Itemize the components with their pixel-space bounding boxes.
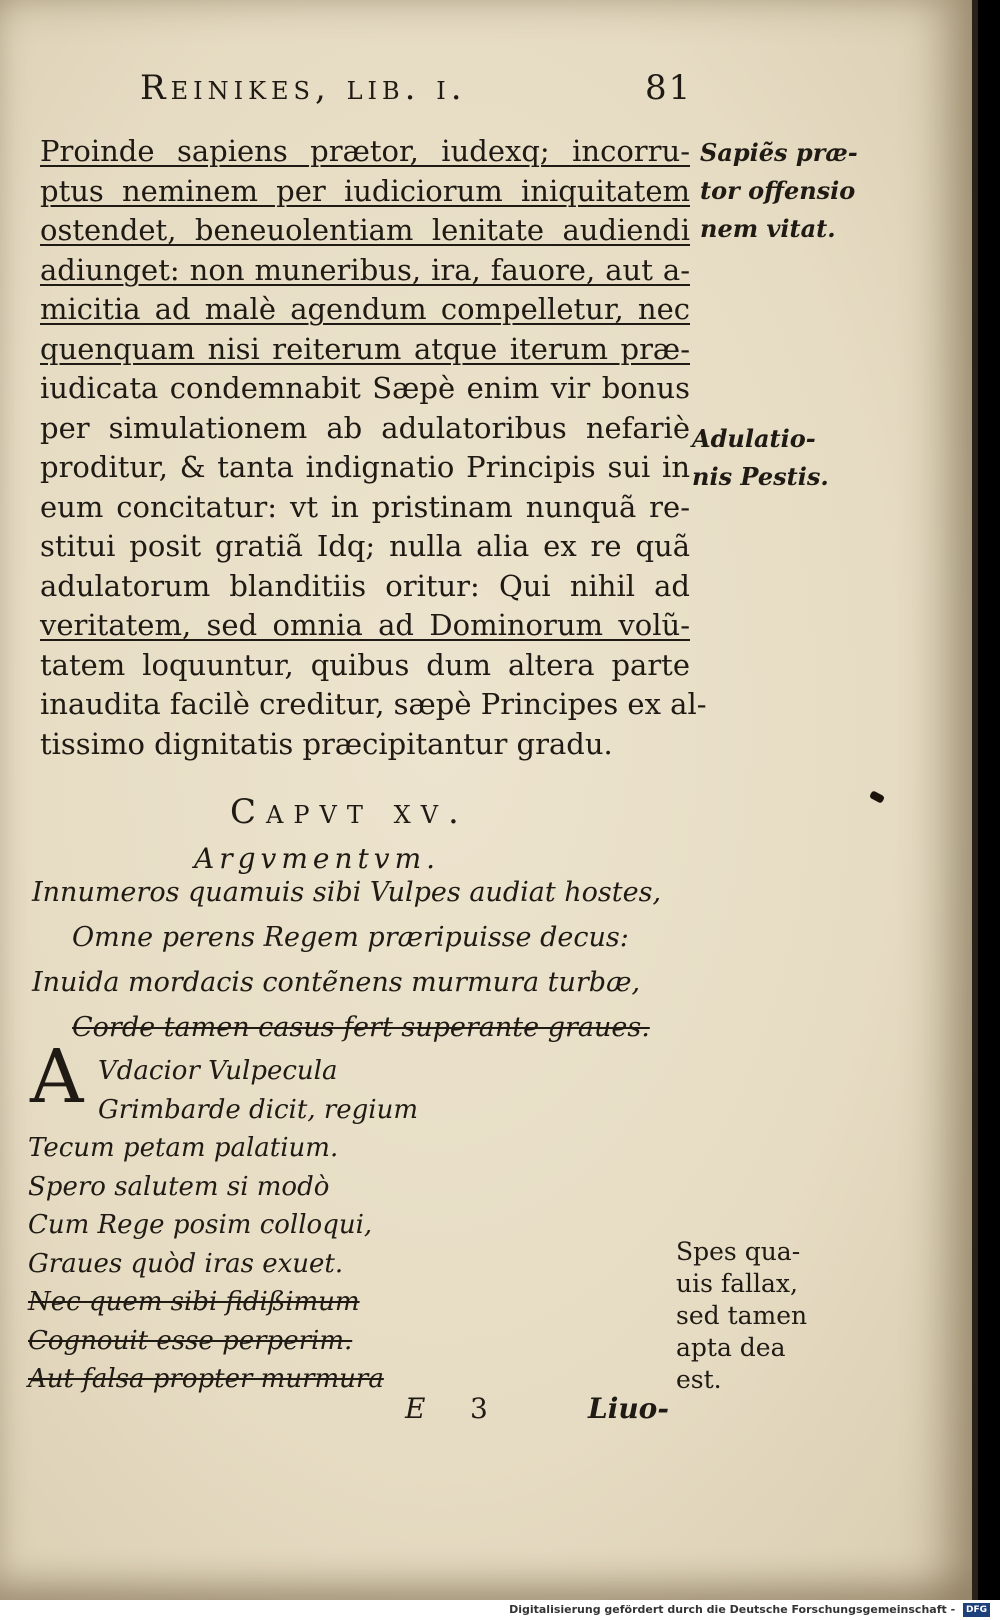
text-line: ptus neminem per iudiciorum iniquitatem — [40, 173, 690, 208]
verse-line: Corde tamen casus fert superante graues. — [72, 1012, 650, 1043]
margin-note-line: nem vitat. — [700, 214, 836, 243]
argument-verse — [32, 870, 661, 1050]
text-line: proditur, & tanta indignatio Principis sui in — [40, 450, 690, 484]
margin-note-line: nis Pestis. — [692, 462, 829, 491]
verse-line: Omne perens Regem præripuisse decus: — [72, 922, 629, 953]
poem-text — [28, 1052, 418, 1399]
text-line: tatem loquuntur, quibus dum altera parte — [40, 647, 690, 682]
main-text — [40, 132, 707, 764]
text-line: inaudita facilè creditur, sæpè Principes ex al- — [40, 687, 707, 721]
running-head-title: Reinikes, lib. i. — [140, 68, 467, 108]
poem-line: Vdacior Vulpecula — [98, 1056, 338, 1086]
argument-heading: Argvmentvm. — [194, 842, 441, 875]
margin-note-line: tor offensio — [700, 176, 856, 205]
poem-line: Nec quem sibi fidißimum — [28, 1287, 360, 1317]
text-line: per simulationem ab adulatoribus nefariè — [40, 410, 690, 445]
text-line: quenquam nisi reiterum atque iterum præ- — [40, 331, 690, 366]
text-line: tissimo dignitatis præcipitantur gradu. — [40, 726, 613, 761]
text-line: veritatem, sed omnia ad Dominorum volũ- — [40, 608, 690, 642]
margin-note-line: uis fallax, — [676, 1269, 798, 1298]
signature-number: 3 — [470, 1392, 488, 1425]
margin-note-hope — [676, 1236, 807, 1396]
ink-blot — [869, 790, 885, 804]
margin-note-line: est. — [676, 1365, 722, 1394]
text-line: ostendet, beneuolentiam lenitate audiendi — [40, 213, 690, 247]
poem-line: Spero salutem si modò — [28, 1171, 330, 1202]
drop-capital: A — [30, 1034, 84, 1120]
margin-note-line: Spes qua- — [676, 1237, 801, 1266]
poem-line: Grimbarde dicit, regium — [98, 1094, 419, 1125]
margin-note-flattery — [692, 420, 829, 496]
margin-note-line: apta dea — [676, 1333, 786, 1362]
running-head — [140, 68, 693, 108]
text-line: micitia ad malè agendum compelletur, nec — [40, 292, 690, 326]
text-line: stitui posit gratiã Idq; nulla alia ex re quã — [40, 529, 690, 563]
text-line: adulatorum blanditiis oritur: Qui nihil ad — [40, 568, 690, 603]
margin-note-line: Adulatio- — [692, 424, 816, 453]
dfg-logo: DFG — [963, 1603, 990, 1617]
digitization-credit — [0, 1600, 1000, 1620]
credit-text: Digitalisierung gefördert durch die Deutsche Forschungsgemeinschaft - — [509, 1603, 956, 1616]
page-number: 81 — [645, 68, 693, 108]
poem-line: Tecum petam palatium. — [28, 1133, 339, 1163]
catchword: Liuo- — [588, 1392, 669, 1425]
poem-line: Aut falsa propter murmura — [28, 1364, 384, 1394]
margin-note-wise-judge — [700, 134, 858, 248]
poem-line: Graues quòd iras exuet. — [28, 1248, 344, 1279]
margin-note-line: sed tamen — [676, 1301, 808, 1330]
text-line: adiunget: non muneribus, ira, fauore, aut a- — [40, 252, 690, 287]
poem-line: Cum Rege posim colloqui, — [28, 1210, 373, 1240]
signature-mark: E — [405, 1392, 426, 1425]
chapter-heading: Capvt xv. — [230, 792, 469, 832]
verse-line: Inuida mordacis contẽnens murmura turbæ, — [32, 967, 641, 998]
poem-line: Cognouit esse perperim. — [28, 1325, 353, 1356]
margin-note-line: Sapiẽs præ- — [700, 138, 858, 167]
text-line: iudicata condemnabit Sæpè enim vir bonus — [40, 371, 690, 405]
text-line: eum concitatur: vt in pristinam nunquã re- — [40, 489, 690, 524]
text-line: Proinde sapiens prætor, iudexq; incorru- — [40, 134, 690, 168]
verse-line: Innumeros quamuis sibi Vulpes audiat hostes, — [32, 877, 662, 908]
